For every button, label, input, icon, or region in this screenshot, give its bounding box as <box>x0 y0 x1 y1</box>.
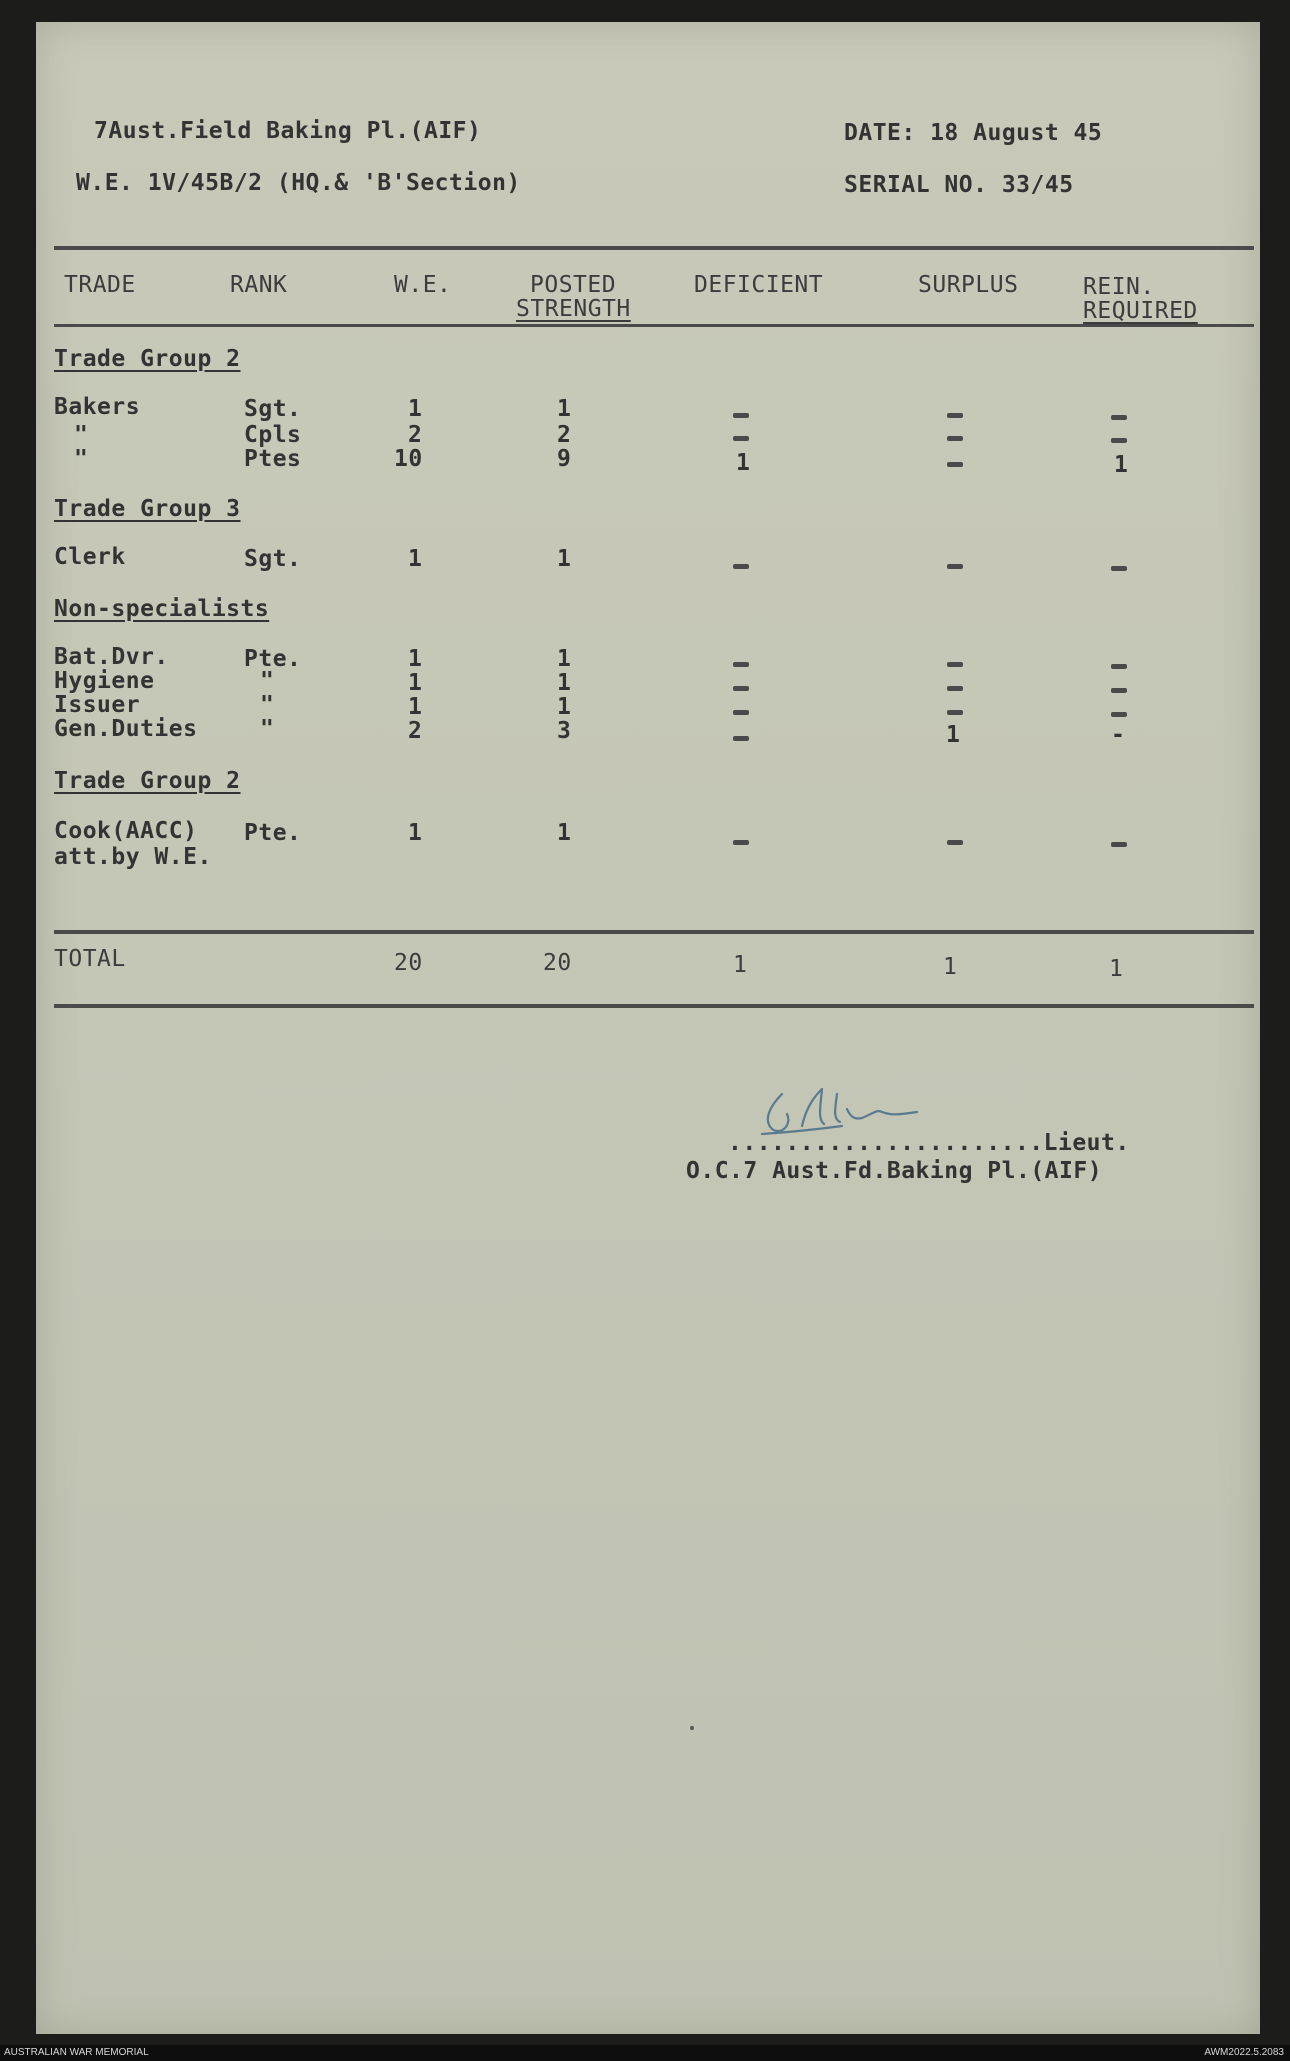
row-we: 2 <box>408 422 423 448</box>
total-deficient: 1 <box>733 952 748 978</box>
total-bottom-rule <box>54 1004 1254 1008</box>
document-page <box>36 22 1260 2034</box>
group-heading: Trade Group 3 <box>54 496 241 522</box>
row-deficient-dash <box>733 564 749 569</box>
row-rank: Ptes <box>244 446 302 472</box>
row-rank: Sgt. <box>244 396 302 422</box>
row-surplus-dash <box>947 710 963 715</box>
row-surplus-dash <box>947 662 963 667</box>
cook-note: att.by W.E. <box>54 844 212 870</box>
row-trade: Bat.Dvr. <box>54 644 169 670</box>
row-trade: " <box>74 422 89 448</box>
row-we: 1 <box>408 396 423 422</box>
total-we: 20 <box>394 950 423 976</box>
row-deficient-dash <box>733 710 749 715</box>
row-posted: 1 <box>557 670 572 696</box>
group-heading: Trade Group 2 <box>54 346 241 372</box>
row-rank: " <box>260 692 275 718</box>
row-we: 1 <box>408 820 423 846</box>
row-posted: 1 <box>557 694 572 720</box>
total-rein: 1 <box>1109 956 1124 982</box>
col-deficient: DEFICIENT <box>694 272 824 298</box>
col-surplus: SURPLUS <box>918 272 1019 298</box>
date-field: DATE: 18 August 45 <box>844 120 1103 146</box>
row-trade: Gen.Duties <box>54 716 198 742</box>
row-surplus: 1 <box>946 722 961 748</box>
row-surplus-dash <box>947 436 963 441</box>
serial-number: SERIAL NO. 33/45 <box>844 172 1074 198</box>
col-rein-1: REIN. <box>1083 274 1155 300</box>
row-posted: 9 <box>557 446 572 472</box>
col-rank: RANK <box>230 272 288 298</box>
row-rein: 1 <box>1114 452 1129 478</box>
total-posted: 20 <box>543 950 572 976</box>
row-trade: Cook(AACC) <box>54 818 198 844</box>
row-rein-dash <box>1111 566 1127 571</box>
row-trade: Bakers <box>54 394 141 420</box>
row-rank: Pte. <box>244 646 302 672</box>
row-trade: Issuer <box>54 692 141 718</box>
col-posted-1: POSTED <box>530 272 617 298</box>
row-posted: 3 <box>557 718 572 744</box>
col-trade: TRADE <box>64 272 136 298</box>
signature-line: ......................Lieut. <box>728 1130 1130 1156</box>
row-rein-dash <box>1111 712 1127 717</box>
row-deficient-dash <box>733 436 749 441</box>
row-deficient-dash <box>733 736 749 741</box>
row-posted: 1 <box>557 646 572 672</box>
row-we: 10 <box>394 446 423 472</box>
signatory-title: O.C.7 Aust.Fd.Baking Pl.(AIF) <box>686 1158 1103 1184</box>
col-posted-2: STRENGTH <box>516 296 631 322</box>
col-rein-2: REQUIRED <box>1083 298 1198 324</box>
row-posted: 2 <box>557 422 572 448</box>
row-surplus-dash <box>947 686 963 691</box>
total-top-rule <box>54 930 1254 934</box>
row-surplus-dash <box>947 413 963 418</box>
we-reference: W.E. 1V/45B/2 (HQ.& 'B'Section) <box>76 170 521 196</box>
header-rule <box>54 246 1254 250</box>
row-trade: Clerk <box>54 544 126 570</box>
row-rank: " <box>260 668 275 694</box>
row-rank: " <box>260 716 275 742</box>
row-surplus-dash <box>947 462 963 467</box>
row-rein-dash <box>1111 415 1127 420</box>
row-deficient: 1 <box>736 450 751 476</box>
row-surplus-dash <box>947 564 963 569</box>
ink-speck <box>690 1726 694 1730</box>
total-surplus: 1 <box>943 954 958 980</box>
row-we: 1 <box>408 670 423 696</box>
row-rank: Sgt. <box>244 546 302 572</box>
row-rein-dash <box>1111 842 1127 847</box>
row-rein-dash <box>1111 664 1127 669</box>
row-deficient-dash <box>733 413 749 418</box>
group-heading: Non-specialists <box>54 596 270 622</box>
row-rein: - <box>1111 722 1126 748</box>
row-rein-dash <box>1111 438 1127 443</box>
row-rank: Cpls <box>244 422 302 448</box>
row-deficient-dash <box>733 686 749 691</box>
unit-title: 7Aust.Field Baking Pl.(AIF) <box>94 118 482 144</box>
row-deficient-dash <box>733 662 749 667</box>
row-posted: 1 <box>557 820 572 846</box>
row-we: 1 <box>408 646 423 672</box>
col-we: W.E. <box>394 272 452 298</box>
footer-right: AWM2022.5.2083 <box>1204 2047 1284 2058</box>
row-deficient-dash <box>733 840 749 845</box>
total-label: TOTAL <box>54 946 126 972</box>
footer-bar <box>0 2045 1290 2061</box>
column-rule <box>54 324 1254 327</box>
row-trade: Hygiene <box>54 668 155 694</box>
row-we: 1 <box>408 694 423 720</box>
row-trade: " <box>74 446 89 472</box>
row-we: 2 <box>408 718 423 744</box>
row-posted: 1 <box>557 546 572 572</box>
footer-left: AUSTRALIAN WAR MEMORIAL <box>4 2047 149 2058</box>
row-rein-dash <box>1111 688 1127 693</box>
row-we: 1 <box>408 546 423 572</box>
group-heading: Trade Group 2 <box>54 768 241 794</box>
row-posted: 1 <box>557 396 572 422</box>
row-rank: Pte. <box>244 820 302 846</box>
row-surplus-dash <box>947 840 963 845</box>
